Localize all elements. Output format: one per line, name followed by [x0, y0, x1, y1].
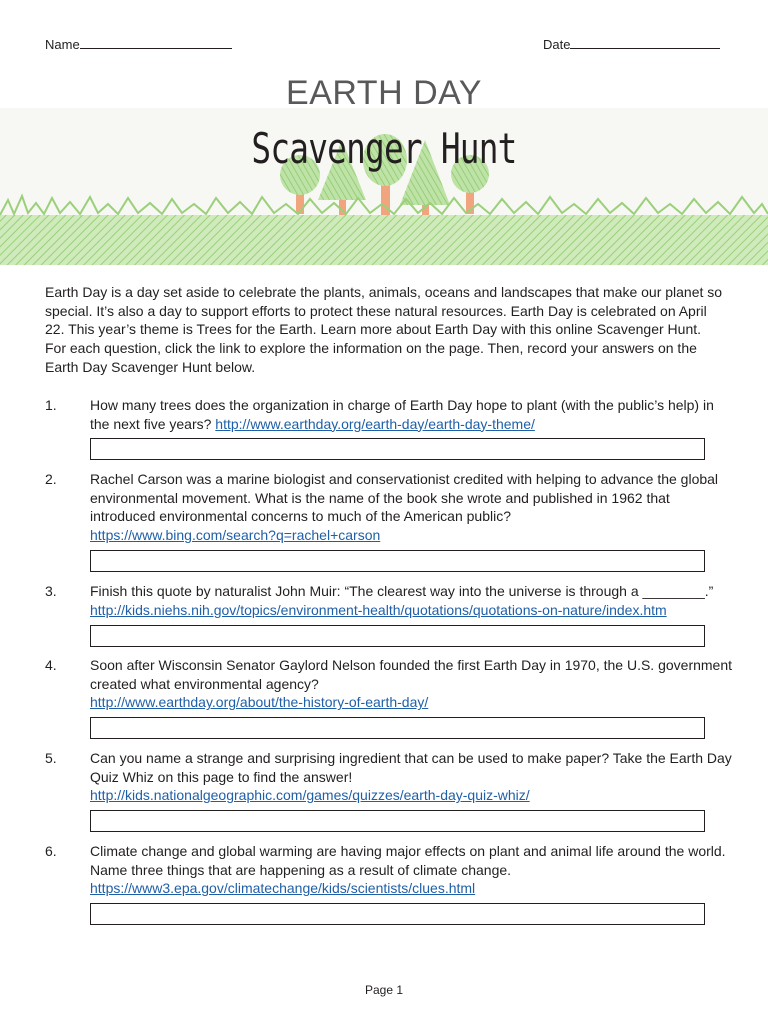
question-link[interactable]: http://kids.nationalgeographic.com/games/quizzes/earth-day-quiz-whiz/ [90, 787, 530, 804]
question-number: 5. [45, 750, 57, 766]
date-label: Date [543, 37, 571, 52]
question-5 [45, 749, 735, 805]
intro-paragraph: Earth Day is a day set aside to celebrate the plants, animals, oceans and landscapes that make our planet so special. It’s also a day to support efforts to protect these natural resources. Earth Day is celebrated on April 22. This year’s theme is Trees for the Earth. Learn more about Earth Day with this online Scavenger Hunt. For each question, click the link to explore the information on the page. Then, record your answers on the Earth Day Scavenger Hunt below. [45, 284, 723, 375]
question-number: 1. [45, 397, 57, 413]
answer-box-2[interactable] [90, 550, 705, 572]
question-link[interactable]: http://www.earthday.org/about/the-history-of-earth-day/ [90, 694, 429, 711]
question-link[interactable]: https://www3.epa.gov/climatechange/kids/scientists/clues.html [90, 880, 476, 897]
question-link[interactable]: https://www.bing.com/search?q=rachel+carson [90, 527, 381, 544]
question-1 [45, 396, 735, 433]
name-label: Name [45, 37, 80, 52]
question-link[interactable]: http://kids.niehs.nih.gov/topics/environment-health/quotations/quotations-on-nature/index.htm [90, 601, 667, 618]
question-link[interactable]: http://www.earthday.org/earth-day/earth-day-theme/ [215, 415, 535, 432]
title-scavenger-hunt: Scavenger Hunt [251, 124, 517, 173]
grass-strip [0, 215, 768, 265]
answer-box-6[interactable] [90, 903, 705, 925]
question-number: 2. [45, 471, 57, 487]
question-2 [45, 470, 735, 545]
title-earth-day: EARTH DAY [286, 74, 482, 112]
question-number: 4. [45, 657, 57, 673]
question-number: 3. [45, 583, 57, 599]
answer-box-4[interactable] [90, 717, 705, 739]
question-text: Climate change and global warming are having major effects on plant and animal life around the world. Name three things that are happening as a result of climate change. [90, 843, 726, 878]
question-number: 6. [45, 843, 57, 859]
question-4 [45, 656, 735, 712]
question-text: How many trees does the organization in charge of Earth Day hope to plant (with the public’s help) in the next five years? [90, 397, 714, 432]
question-text: Soon after Wisconsin Senator Gaylord Nelson founded the first Earth Day in 1970, the U.S. government created what environmental agency? [90, 657, 733, 692]
question-text: Can you name a strange and surprising ingredient that can be used to make paper? Take the Earth Day Quiz Whiz on this page to find the answer! [90, 750, 732, 785]
answer-box-1[interactable] [90, 438, 705, 460]
page-number: Page 1 [364, 983, 404, 997]
question-6 [45, 842, 735, 898]
question-text: Rachel Carson was a marine biologist and conservationist credited with helping to advance the global environmental movement. What is the name of the book she wrote and published in 1962 that introduced environmental concerns to much of the American public? [90, 471, 719, 525]
question-3 [45, 582, 735, 619]
answer-box-5[interactable] [90, 810, 705, 832]
question-text: Finish this quote by naturalist John Muir: “The clearest way into the universe is through a ________.” [90, 583, 714, 599]
answer-box-3[interactable] [90, 625, 705, 647]
